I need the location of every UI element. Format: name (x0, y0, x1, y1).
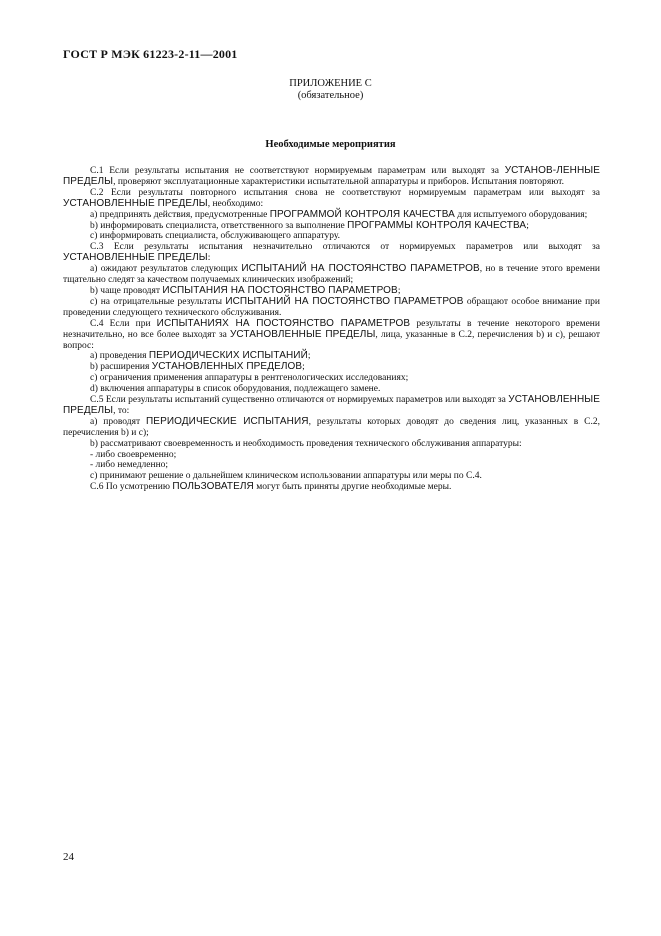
clause-c4-item: c) ограничения применения аппаратуры в рентгенологических исследованиях; (90, 373, 409, 384)
clause-c4-item: b) расширения УСТАНОВЛЕННЫХ ПРЕДЕЛОВ; (90, 361, 305, 373)
clause-c2: C.2 Если результаты повторного испытания снова не соответствуют нормируемым параметрам или выходят за УСТАНОВЛЕННЫЕ ПРЕДЕЛЫ, необходимо: (63, 187, 600, 209)
appendix-heading (0, 78, 661, 102)
clause-c2-item: b) информировать специалиста, ответственного за выполнение ПРОГРАММЫ КОНТРОЛЯ КАЧЕСТВА; (90, 219, 529, 231)
clause-c3-item: a) ожидают результатов следующих ИСПЫТАНИЙ НА ПОСТОЯНСТВО ПАРАМЕТРОВ, но в течение этого времени тщательно следят за качеством получаемых клинических изображений; (63, 263, 600, 286)
clause-c3-item: b) чаще проводят ИСПЫТАНИЯ НА ПОСТОЯНСТВО ПАРАМЕТРОВ; (90, 284, 401, 296)
appendix-title: ПРИЛОЖЕНИЕ С (289, 78, 372, 89)
document-header: ГОСТ Р МЭК 61223-2-11—2001 (63, 47, 238, 61)
clause-c4-item: d) включения аппаратуры в список оборудования, подлежащего замене. (90, 384, 381, 395)
clause-c5-item: b) рассматривают своевременность и необходимость проведения технического обслуживания аппаратуры: (90, 438, 522, 449)
clause-c3-item: c) на отрицательные результаты ИСПЫТАНИЙ НА ПОСТОЯНСТВО ПАРАМЕТРОВ обращают особое внимание при проведении следующего технического обслуживания. (63, 295, 600, 318)
clause-c5-item: a) проводят ПЕРИОДИЧЕСКИЕ ИСПЫТАНИЯ, результаты которых доводят до сведения лиц, указанных в С.2, перечисления b) и c); (63, 415, 601, 438)
clause-c5-item: c) принимают решение о дальнейшем клиническом использовании аппаратуры или меры по С.4. (90, 471, 482, 482)
section-title: Необходимые мероприятия (265, 139, 396, 150)
clause-c5-item: - либо своевременно; (90, 449, 177, 460)
clause-c4-item: a) проведения ПЕРИОДИЧЕСКИХ ИСПЫТАНИЙ; (90, 350, 311, 362)
clause-c2-item: c) информировать специалиста, обслуживающего аппаратуру. (90, 231, 341, 242)
clause-c2-item: a) предпринять действия, предусмотренные ПРОГРАММОЙ КОНТРОЛЯ КАЧЕСТВА для испытуемого оборудования; (90, 208, 588, 220)
clause-c3: C.3 Если результаты испытания незначительно отличаются от нормируемых параметров или выходят за УСТАНОВЛЕННЫЕ ПРЕДЕЛЫ: (63, 242, 600, 264)
appendix-subtitle: (обязательное) (297, 90, 364, 101)
page-number: 24 (63, 851, 74, 863)
clause-c1: C.1 Если результаты испытания не соответствуют нормируемым параметрам или выходят за УСТАНОВ-ЛЕННЫЕ ПРЕДЕЛЫ, проверяют эксплуатационные характеристики испытательной аппаратуры и приборов. Испытания повторяют. (63, 165, 600, 187)
clause-c4: C.4 Если при ИСПЫТАНИЯХ НА ПОСТОЯНСТВО ПАРАМЕТРОВ результаты в течение некоторого времени незначительно, но все более выходят за УСТАНОВЛЕННЫЕ ПРЕДЕЛЫ, лица, указанные в С.2, перечисления b) и c), решают вопрос: (63, 317, 601, 351)
clause-c5-item: - либо немедленно; (90, 460, 169, 471)
clause-c5: C.5 Если результаты испытаний существенно отличаются от нормируемых параметров или выходят за УСТАНОВЛЕННЫЕ ПРЕДЕЛЫ, то: (63, 394, 600, 416)
clause-c6: C.6 По усмотрению ПОЛЬЗОВАТЕЛЯ могут быть приняты другие необходимые меры. (90, 481, 452, 493)
document-body (63, 166, 600, 493)
